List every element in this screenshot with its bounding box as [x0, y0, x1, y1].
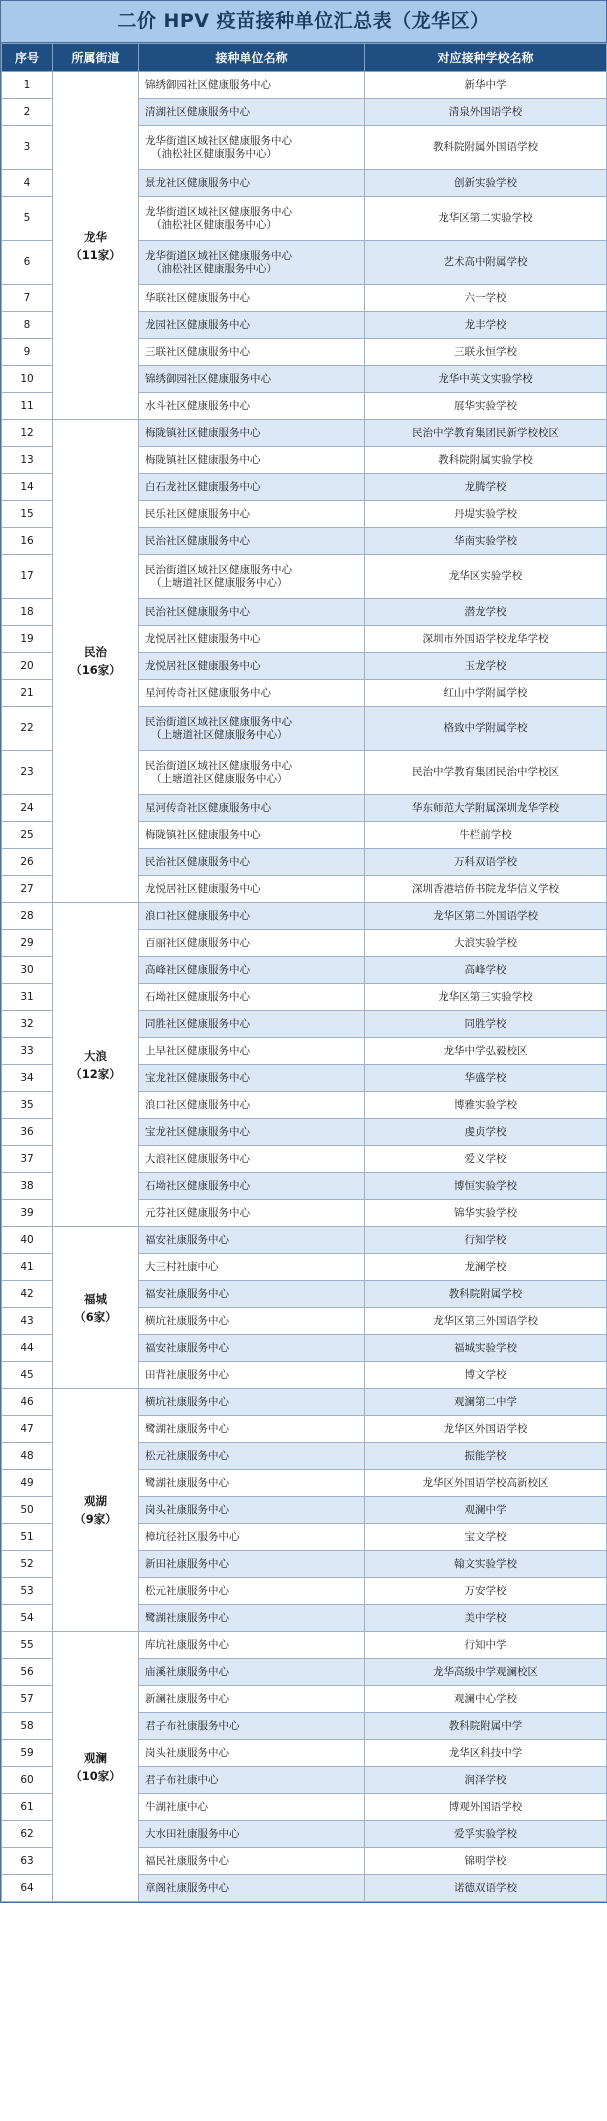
table-row	[2, 903, 607, 930]
unit-name-line: 新田社康服务中心	[145, 1557, 229, 1570]
unit-name	[139, 393, 365, 420]
unit-name	[139, 1254, 365, 1281]
table-row	[2, 1227, 607, 1254]
unit-name	[139, 1173, 365, 1200]
row-number: 11	[2, 393, 53, 420]
unit-name	[139, 1281, 365, 1308]
unit-name-line: 龙华街道区域社区健康服务中心	[145, 249, 292, 262]
unit-name-line: 星河传奇社区健康服务中心	[145, 801, 271, 814]
school-name: 高峰学校	[365, 957, 607, 984]
row-number: 61	[2, 1794, 53, 1821]
unit-name-line: 福民社康服务中心	[145, 1854, 229, 1867]
unit-name-line: 清湖社区健康服务中心	[145, 105, 250, 118]
unit-name	[139, 501, 365, 528]
district-cell	[53, 72, 139, 420]
district-name: 民治	[84, 645, 107, 659]
unit-name	[139, 1200, 365, 1227]
unit-name	[139, 1308, 365, 1335]
school-name: 教科院附属学校	[365, 1281, 607, 1308]
unit-name-line: 民治社区健康服务中心	[145, 855, 250, 868]
district-count: （11家）	[70, 247, 121, 262]
row-number: 24	[2, 795, 53, 822]
unit-name-line: 民乐社区健康服务中心	[145, 507, 250, 520]
school-name: 龙华区第三外国语学校	[365, 1308, 607, 1335]
district-name: 观澜	[84, 1750, 107, 1765]
unit-name-line: 岗头社康服务中心	[145, 1503, 229, 1516]
unit-name-line: 龙华街道区域社区健康服务中心	[145, 205, 292, 218]
unit-name-line: 龙悦居社区健康服务中心	[145, 882, 261, 895]
unit-name-line: 百丽社区健康服务中心	[145, 936, 250, 949]
unit-name	[139, 957, 365, 984]
unit-name	[139, 170, 365, 197]
school-name: 博恒实验学校	[365, 1173, 607, 1200]
unit-subname-line: （上塘道社区健康服务中心）	[151, 576, 288, 589]
unit-name-line: 民治街道区域社区健康服务中心	[145, 563, 292, 576]
district-count: （10家）	[70, 1768, 121, 1783]
school-name: 福城实验学校	[365, 1335, 607, 1362]
school-name: 大浪实验学校	[365, 930, 607, 957]
row-number: 14	[2, 474, 53, 501]
unit-name-line: 库坑社康服务中心	[145, 1638, 229, 1651]
unit-name-line: 星河传奇社区健康服务中心	[145, 686, 271, 699]
school-name: 同胜学校	[365, 1011, 607, 1038]
unit-name	[139, 1713, 365, 1740]
unit-name-line: 石坳社区健康服务中心	[145, 990, 250, 1003]
unit-name	[139, 99, 365, 126]
unit-name-line: 大三村社康中心	[145, 1260, 219, 1273]
header-no: 序号	[2, 44, 53, 72]
unit-name	[139, 312, 365, 339]
unit-name-line: 白石龙社区健康服务中心	[145, 480, 261, 493]
unit-name	[139, 1686, 365, 1713]
school-name: 教科院附属中学	[365, 1713, 607, 1740]
school-name: 清泉外国语学校	[365, 99, 607, 126]
unit-name	[139, 599, 365, 626]
unit-name-line: 梅陇镇社区健康服务中心	[145, 426, 261, 439]
row-number: 37	[2, 1146, 53, 1173]
district-cell	[53, 1632, 139, 1902]
unit-name-line: 大水田社康服务中心	[145, 1827, 240, 1840]
row-number: 35	[2, 1092, 53, 1119]
unit-name-line: 松元社康服务中心	[145, 1449, 229, 1462]
unit-name-line: 元芬社区健康服务中心	[145, 1206, 250, 1219]
unit-subname-line: （油松社区健康服务中心）	[151, 147, 277, 160]
school-name: 万科双语学校	[365, 849, 607, 876]
unit-name-line: 水斗社区健康服务中心	[145, 399, 250, 412]
row-number: 64	[2, 1875, 53, 1902]
school-name: 宝文学校	[365, 1524, 607, 1551]
row-number: 50	[2, 1497, 53, 1524]
school-name: 格致中学附属学校	[365, 707, 607, 751]
unit-name	[139, 1740, 365, 1767]
school-name: 展华实验学校	[365, 393, 607, 420]
school-name: 虔贞学校	[365, 1119, 607, 1146]
row-number: 8	[2, 312, 53, 339]
school-name: 锦明学校	[365, 1848, 607, 1875]
school-name: 华盛学校	[365, 1065, 607, 1092]
school-name: 教科院附属实验学校	[365, 447, 607, 474]
unit-name	[139, 72, 365, 99]
unit-name	[139, 1605, 365, 1632]
row-number: 63	[2, 1848, 53, 1875]
unit-name-line: 横坑社康服务中心	[145, 1395, 229, 1408]
unit-name-line: 君子布社康服务中心	[145, 1719, 240, 1732]
school-name: 爱孚实验学校	[365, 1821, 607, 1848]
row-number: 15	[2, 501, 53, 528]
row-number: 60	[2, 1767, 53, 1794]
row-number: 17	[2, 555, 53, 599]
school-name: 爱义学校	[365, 1146, 607, 1173]
school-name: 红山中学附属学校	[365, 680, 607, 707]
row-number: 41	[2, 1254, 53, 1281]
unit-name	[139, 1821, 365, 1848]
row-number: 10	[2, 366, 53, 393]
row-number: 29	[2, 930, 53, 957]
unit-name-line: 民治社区健康服务中心	[145, 534, 250, 547]
unit-name-line: 松元社康服务中心	[145, 1584, 229, 1597]
unit-name	[139, 197, 365, 241]
row-number: 52	[2, 1551, 53, 1578]
unit-name	[139, 1065, 365, 1092]
school-name: 润泽学校	[365, 1767, 607, 1794]
row-number: 19	[2, 626, 53, 653]
row-number: 39	[2, 1200, 53, 1227]
unit-name	[139, 849, 365, 876]
unit-name-line: 梅陇镇社区健康服务中心	[145, 453, 261, 466]
school-name: 龙华区外国语学校	[365, 1416, 607, 1443]
row-number: 55	[2, 1632, 53, 1659]
row-number: 22	[2, 707, 53, 751]
table-row	[2, 420, 607, 447]
unit-name	[139, 1470, 365, 1497]
unit-name-line: 横坑社康服务中心	[145, 1314, 229, 1327]
unit-name-line: 锦绣御园社区健康服务中心	[145, 78, 271, 91]
row-number: 58	[2, 1713, 53, 1740]
row-number: 49	[2, 1470, 53, 1497]
unit-name-line: 君子布社康中心	[145, 1773, 219, 1786]
district-cell	[53, 1227, 139, 1389]
unit-name	[139, 528, 365, 555]
school-name: 观澜第二中学	[365, 1389, 607, 1416]
unit-name	[139, 1551, 365, 1578]
row-number: 34	[2, 1065, 53, 1092]
table-row	[2, 72, 607, 99]
unit-name	[139, 420, 365, 447]
unit-name	[139, 1389, 365, 1416]
row-number: 4	[2, 170, 53, 197]
row-number: 20	[2, 653, 53, 680]
district-name: 福城	[84, 1291, 107, 1306]
school-name: 龙华区实验学校	[365, 555, 607, 599]
unit-name-line: 牛湖社康中心	[145, 1800, 208, 1813]
row-number: 44	[2, 1335, 53, 1362]
unit-name-line: 景龙社区健康服务中心	[145, 176, 250, 189]
unit-name-line: 田背社康服务中心	[145, 1368, 229, 1381]
school-name: 创新实验学校	[365, 170, 607, 197]
district-name: 大浪	[84, 1048, 107, 1063]
table-body	[2, 72, 607, 1902]
unit-name	[139, 1524, 365, 1551]
school-name: 龙华中英文实验学校	[365, 366, 607, 393]
row-number: 45	[2, 1362, 53, 1389]
unit-name	[139, 1092, 365, 1119]
school-name: 行知学校	[365, 1227, 607, 1254]
table-row	[2, 1632, 607, 1659]
unit-name-line: 龙悦居社区健康服务中心	[145, 632, 261, 645]
unit-subname-line: （油松社区健康服务中心）	[151, 218, 277, 231]
school-name: 新华中学	[365, 72, 607, 99]
row-number: 28	[2, 903, 53, 930]
unit-name	[139, 1227, 365, 1254]
unit-name	[139, 751, 365, 795]
row-number: 40	[2, 1227, 53, 1254]
school-name: 龙澜学校	[365, 1254, 607, 1281]
row-number: 48	[2, 1443, 53, 1470]
unit-name-line: 上早社区健康服务中心	[145, 1044, 250, 1057]
unit-name	[139, 680, 365, 707]
unit-name	[139, 241, 365, 285]
school-name: 华东师范大学附属深圳龙华学校	[365, 795, 607, 822]
unit-name-line: 宝龙社区健康服务中心	[145, 1125, 250, 1138]
unit-name-line: 浪口社区健康服务中心	[145, 1098, 250, 1111]
unit-name	[139, 555, 365, 599]
unit-name-line: 同胜社区健康服务中心	[145, 1017, 250, 1030]
school-name: 玉龙学校	[365, 653, 607, 680]
row-number: 54	[2, 1605, 53, 1632]
unit-name	[139, 1848, 365, 1875]
row-number: 5	[2, 197, 53, 241]
unit-name-line: 福安社康服务中心	[145, 1341, 229, 1354]
school-name: 教科院附属外国语学校	[365, 126, 607, 170]
unit-name	[139, 1794, 365, 1821]
row-number: 38	[2, 1173, 53, 1200]
unit-name-line: 龙悦居社区健康服务中心	[145, 659, 261, 672]
school-name: 龙腾学校	[365, 474, 607, 501]
unit-name	[139, 795, 365, 822]
unit-name	[139, 653, 365, 680]
row-number: 31	[2, 984, 53, 1011]
unit-name-line: 鹭湖社康服务中心	[145, 1611, 229, 1624]
unit-name	[139, 1362, 365, 1389]
unit-name	[139, 339, 365, 366]
school-name: 博雅实验学校	[365, 1092, 607, 1119]
unit-name	[139, 1767, 365, 1794]
unit-name	[139, 1146, 365, 1173]
unit-name	[139, 930, 365, 957]
row-number: 36	[2, 1119, 53, 1146]
unit-subname-line: （上塘道社区健康服务中心）	[151, 772, 288, 785]
row-number: 62	[2, 1821, 53, 1848]
unit-name	[139, 1443, 365, 1470]
district-count: （12家）	[70, 1066, 121, 1081]
unit-name	[139, 366, 365, 393]
unit-name	[139, 1416, 365, 1443]
unit-name	[139, 1497, 365, 1524]
unit-name	[139, 1335, 365, 1362]
unit-name-line: 鹭湖社康服务中心	[145, 1422, 229, 1435]
row-number: 32	[2, 1011, 53, 1038]
district-name: 观湖	[84, 1494, 107, 1508]
row-number: 30	[2, 957, 53, 984]
unit-name	[139, 285, 365, 312]
row-number: 16	[2, 528, 53, 555]
unit-name	[139, 876, 365, 903]
school-name: 万安学校	[365, 1578, 607, 1605]
row-number: 3	[2, 126, 53, 170]
school-name: 深圳市外国语学校龙华学校	[365, 626, 607, 653]
school-name: 博观外国语学校	[365, 1794, 607, 1821]
unit-name	[139, 1038, 365, 1065]
district-cell	[53, 1389, 139, 1632]
unit-name-line: 大浪社区健康服务中心	[145, 1152, 250, 1165]
unit-name	[139, 1659, 365, 1686]
unit-name	[139, 1011, 365, 1038]
unit-name	[139, 474, 365, 501]
district-count: （6家）	[74, 1309, 117, 1324]
row-number: 12	[2, 420, 53, 447]
school-name: 深圳香港培侨书院龙华信义学校	[365, 876, 607, 903]
row-number: 13	[2, 447, 53, 474]
row-number: 2	[2, 99, 53, 126]
school-name: 诺德双语学校	[365, 1875, 607, 1902]
unit-subname-line: （上塘道社区健康服务中心）	[151, 728, 288, 741]
school-name: 龙华高级中学观澜校区	[365, 1659, 607, 1686]
school-name: 龙华区科技中学	[365, 1740, 607, 1767]
unit-name	[139, 1578, 365, 1605]
row-number: 33	[2, 1038, 53, 1065]
row-number: 7	[2, 285, 53, 312]
unit-name-line: 龙华街道区域社区健康服务中心	[145, 134, 292, 147]
table-header-row	[2, 44, 607, 72]
unit-name	[139, 447, 365, 474]
district-count: （16家）	[70, 663, 121, 677]
school-name: 振能学校	[365, 1443, 607, 1470]
row-number: 27	[2, 876, 53, 903]
unit-subname-line: （油松社区健康服务中心）	[151, 262, 277, 275]
row-number: 43	[2, 1308, 53, 1335]
school-name: 华南实验学校	[365, 528, 607, 555]
school-name: 艺术高中附属学校	[365, 241, 607, 285]
unit-name	[139, 126, 365, 170]
school-name: 龙华区第二外国语学校	[365, 903, 607, 930]
school-name: 龙华区第二实验学校	[365, 197, 607, 241]
unit-name-line: 锦绣御园社区健康服务中心	[145, 372, 271, 385]
unit-name-line: 浪口社区健康服务中心	[145, 909, 250, 922]
school-name: 三联永恒学校	[365, 339, 607, 366]
school-name: 六一学校	[365, 285, 607, 312]
unit-name-line: 新澜社康服务中心	[145, 1692, 229, 1705]
row-number: 57	[2, 1686, 53, 1713]
row-number: 47	[2, 1416, 53, 1443]
district-cell	[53, 420, 139, 903]
unit-name-line: 高峰社区健康服务中心	[145, 963, 250, 976]
unit-name	[139, 707, 365, 751]
unit-name-line: 民治街道区域社区健康服务中心	[145, 715, 292, 728]
unit-name-line: 石坳社区健康服务中心	[145, 1179, 250, 1192]
school-name: 龙华中学弘毅校区	[365, 1038, 607, 1065]
row-number: 42	[2, 1281, 53, 1308]
page-title: 二价 HPV 疫苗接种单位汇总表（龙华区）	[1, 1, 606, 43]
unit-name-line: 梅陇镇社区健康服务中心	[145, 828, 261, 841]
school-name: 龙丰学校	[365, 312, 607, 339]
vaccination-table	[1, 43, 607, 1902]
unit-name-line: 樟坑径社区服务中心	[145, 1530, 240, 1543]
row-number: 1	[2, 72, 53, 99]
unit-name-line: 岗头社康服务中心	[145, 1746, 229, 1759]
school-name: 民治中学教育集团民新学校校区	[365, 420, 607, 447]
unit-name-line: 鹭湖社康服务中心	[145, 1476, 229, 1489]
district-name: 龙华	[84, 229, 107, 244]
header-unit: 接种单位名称	[139, 44, 365, 72]
school-name: 美中学校	[365, 1605, 607, 1632]
unit-name	[139, 626, 365, 653]
header-district: 所属街道	[53, 44, 139, 72]
row-number: 25	[2, 822, 53, 849]
unit-name-line: 华联社区健康服务中心	[145, 291, 250, 304]
school-name: 龙华区第三实验学校	[365, 984, 607, 1011]
unit-name-line: 民治社区健康服务中心	[145, 605, 250, 618]
row-number: 26	[2, 849, 53, 876]
school-name: 翰文实验学校	[365, 1551, 607, 1578]
school-name: 牛栏前学校	[365, 822, 607, 849]
unit-name-line: 龙园社区健康服务中心	[145, 318, 250, 331]
school-name: 龙华区外国语学校高新校区	[365, 1470, 607, 1497]
row-number: 18	[2, 599, 53, 626]
unit-name	[139, 1119, 365, 1146]
unit-name-line: 民治街道区域社区健康服务中心	[145, 759, 292, 772]
unit-name	[139, 822, 365, 849]
row-number: 9	[2, 339, 53, 366]
unit-name-line: 福安社康服务中心	[145, 1287, 229, 1300]
unit-name-line: 三联社区健康服务中心	[145, 345, 250, 358]
row-number: 6	[2, 241, 53, 285]
school-name: 行知中学	[365, 1632, 607, 1659]
unit-name	[139, 903, 365, 930]
row-number: 53	[2, 1578, 53, 1605]
unit-name-line: 宝龙社区健康服务中心	[145, 1071, 250, 1084]
school-name: 锦华实验学校	[365, 1200, 607, 1227]
school-name: 潜龙学校	[365, 599, 607, 626]
school-name: 民治中学教育集团民治中学校区	[365, 751, 607, 795]
district-count: （9家）	[74, 1512, 117, 1526]
row-number: 46	[2, 1389, 53, 1416]
unit-name	[139, 1632, 365, 1659]
school-name: 观澜中学	[365, 1497, 607, 1524]
row-number: 23	[2, 751, 53, 795]
unit-name-line: 庙溪社康服务中心	[145, 1665, 229, 1678]
unit-name	[139, 1875, 365, 1902]
unit-name-line: 福安社康服务中心	[145, 1233, 229, 1246]
header-school: 对应接种学校名称	[365, 44, 607, 72]
row-number: 59	[2, 1740, 53, 1767]
table-row	[2, 1389, 607, 1416]
row-number: 56	[2, 1659, 53, 1686]
district-cell	[53, 903, 139, 1227]
row-number: 21	[2, 680, 53, 707]
row-number: 51	[2, 1524, 53, 1551]
school-name: 丹堤实验学校	[365, 501, 607, 528]
school-name: 博文学校	[365, 1362, 607, 1389]
unit-name	[139, 984, 365, 1011]
school-name: 观澜中心学校	[365, 1686, 607, 1713]
unit-name-line: 章阁社康服务中心	[145, 1881, 229, 1894]
